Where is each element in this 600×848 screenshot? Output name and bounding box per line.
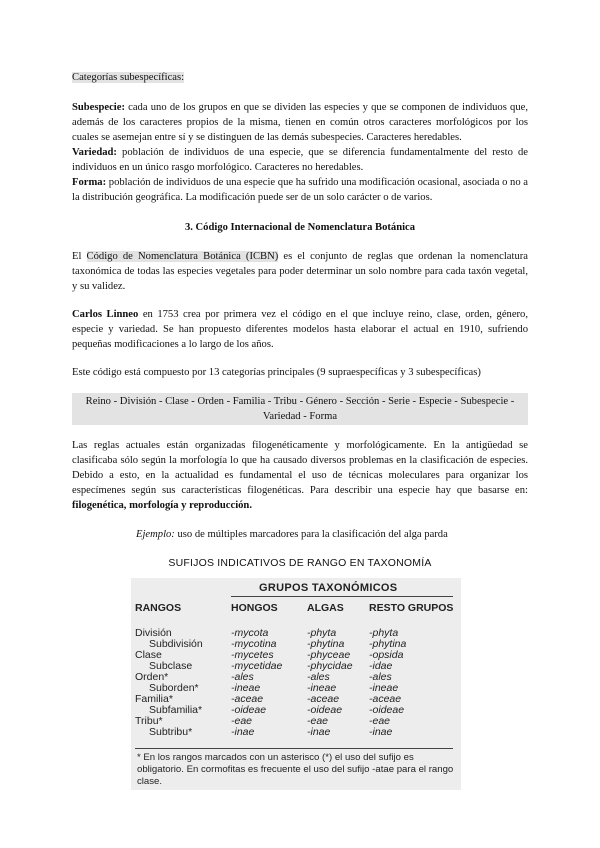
resto-cell: -opsida [369, 649, 404, 661]
hongos-cell: -inae [231, 726, 255, 738]
paragraph-reglas [72, 438, 528, 513]
linneo-text: en 1753 crea por primera vez el código en el que incluye reino, clase, orden, género, especie y variedad. Se han propuesto diferentes modelos hasta elaborar el actual en 1910, sufriendo pequeñas modificaciones a lo largo de los años. [72, 309, 528, 350]
resto-cell: -phyta [369, 627, 399, 639]
resto-cell: -eae [369, 715, 391, 727]
resto-cell: -inae [369, 726, 393, 738]
rank-cell: Subclase [149, 660, 193, 672]
algas-cell: -oideae [307, 704, 343, 716]
categories-line: Este código está compuesto por 13 categorías principales (9 supraespecíficas y 3 subespecíficas) [72, 367, 481, 378]
paragraph-icbn [72, 249, 528, 294]
definition-forma: población de individuos de una especie que ha sufrido una modificación ocasional, asociada o no a la distribución geográfica. La modificación puede ser de un solo carácter o de varios. [72, 177, 528, 203]
resto-cell: -phytina [369, 638, 407, 650]
table-row [131, 661, 461, 672]
term-subespecie: Subespecie: [72, 102, 125, 113]
table-row [131, 683, 461, 694]
section-3-title: 3. Código Internacional de Nomenclatura Botánica [184, 222, 416, 233]
rank-cell: División [135, 627, 172, 639]
hongos-cell: -aceae [231, 693, 264, 705]
hongos-cell: -mycetes [231, 649, 274, 661]
rank-cell: Subdivisión [149, 638, 203, 650]
icbn-pre: El [72, 251, 87, 262]
algas-cell: -phyceae [307, 649, 351, 661]
hongos-cell: -mycetidae [231, 660, 283, 672]
term-forma: Forma: [72, 177, 107, 188]
example-label: Ejemplo: [136, 529, 175, 540]
table-footnote: * En los rangos marcados con un asterisco (*) el uso del sufijo es obligatorio. En cormofitas es frecuente el uso del sufijo -atae para el rango clase. [137, 752, 454, 787]
example-text: uso de múltiples marcadores para la clasificación del alga parda [174, 529, 448, 540]
rank-cell: Subfamilia* [149, 704, 203, 716]
algas-cell: -phytina [307, 638, 345, 650]
linneo-name: Carlos Linneo [72, 309, 139, 320]
group-header-rule [231, 596, 453, 597]
rank-cell: Familia* [135, 693, 173, 705]
resto-cell: -aceae [369, 693, 402, 705]
definition-variedad: población de individuos de una especie, que se diferencia fundamentalmente del resto de individuos en un único rasgo morfológico. Caracteres no heredables. [72, 147, 528, 173]
hongos-cell: -mycota [231, 627, 269, 639]
hongos-cell: -ineae [231, 682, 261, 694]
hongos-cell: -oideae [231, 704, 267, 716]
icbn-post: es el conjunto de reglas que ordenan la nomenclatura taxonómica de todas las especies vegetales para poder determinar un solo nombre para cada taxón vegetal, y su validez. [72, 251, 528, 292]
hongos-cell: -eae [231, 715, 253, 727]
subspecific-heading [72, 70, 528, 85]
algas-cell: -phyta [307, 627, 337, 639]
column-header-hongos: HONGOS [231, 602, 278, 614]
hongos-cell: -ales [231, 671, 254, 683]
paragraph-forma [72, 175, 528, 205]
paragraph-linneo [72, 307, 528, 352]
table-row [131, 705, 461, 716]
algas-cell: -ales [307, 671, 330, 683]
paragraph-variedad [72, 145, 528, 175]
rank-cell: Clase [135, 649, 162, 661]
resto-cell: -oideae [369, 704, 405, 716]
term-variedad: Variedad: [72, 147, 117, 158]
algas-cell: -inae [307, 726, 331, 738]
column-header-algas: ALGAS [307, 602, 344, 614]
rank-cell: Orden* [135, 671, 169, 683]
table-row [131, 727, 461, 738]
column-header-rangos: RANGOS [135, 602, 182, 614]
reglas-text: Las reglas actuales están organizadas filogenéticamente y morfológicamente. En la antigüedad se clasificaba sólo según la morfología lo que ha causado diversos problemas en la clasificación de especies. Debido a esto, en la actualidad es fundamental el uso de técnicas moleculares para organizar los especímenes según sus características filogenéticas. Para describir una especie hay que basarse en: [72, 440, 528, 496]
resto-cell: -ales [369, 671, 392, 683]
paragraph-subespecie [72, 100, 528, 145]
rank-cell: Suborden* [149, 682, 199, 694]
icbn-highlight: Código de Nomenclatura Botánica (ICBN) [86, 251, 279, 262]
reglas-bold: filogenética, morfología y reproducción. [72, 500, 252, 511]
suffix-table-title: SUFIJOS INDICATIVOS DE RANGO EN TAXONOMÍA [168, 557, 432, 569]
algas-cell: -phycidae [307, 660, 353, 672]
table-row [131, 639, 461, 650]
ranks-list: Reino - División - Clase - Orden - Familia - Tribu - Género - Sección - Serie - Especie - Subespecie - Variedad - Forma [72, 393, 528, 425]
subspecific-heading-text: Categorías subespecíficas: [72, 72, 185, 83]
group-header: GRUPOS TAXONÓMICOS [259, 582, 398, 594]
resto-cell: -ineae [369, 682, 399, 694]
rank-cell: Tribu* [135, 715, 163, 727]
taxonomy-suffix-table [131, 578, 461, 790]
definition-subespecie: cada uno de los grupos en que se dividen las especies y que se componen de individuos que, además de los caracteres propios de la misma, tienen en común otros caracteres morfológicos por los cuales se asemejan entre sí y se distinguen de las demás subespecies. Caracteres heredables. [72, 102, 528, 143]
table-bottom-rule [135, 748, 453, 749]
example-line [136, 527, 536, 542]
algas-cell: -ineae [307, 682, 337, 694]
rank-cell: Subtribu* [149, 726, 193, 738]
algas-cell: -eae [307, 715, 329, 727]
column-header-resto: RESTO GRUPOS [369, 602, 454, 614]
algas-cell: -aceae [307, 693, 340, 705]
hongos-cell: -mycotina [231, 638, 277, 650]
resto-cell: -idae [369, 660, 393, 672]
